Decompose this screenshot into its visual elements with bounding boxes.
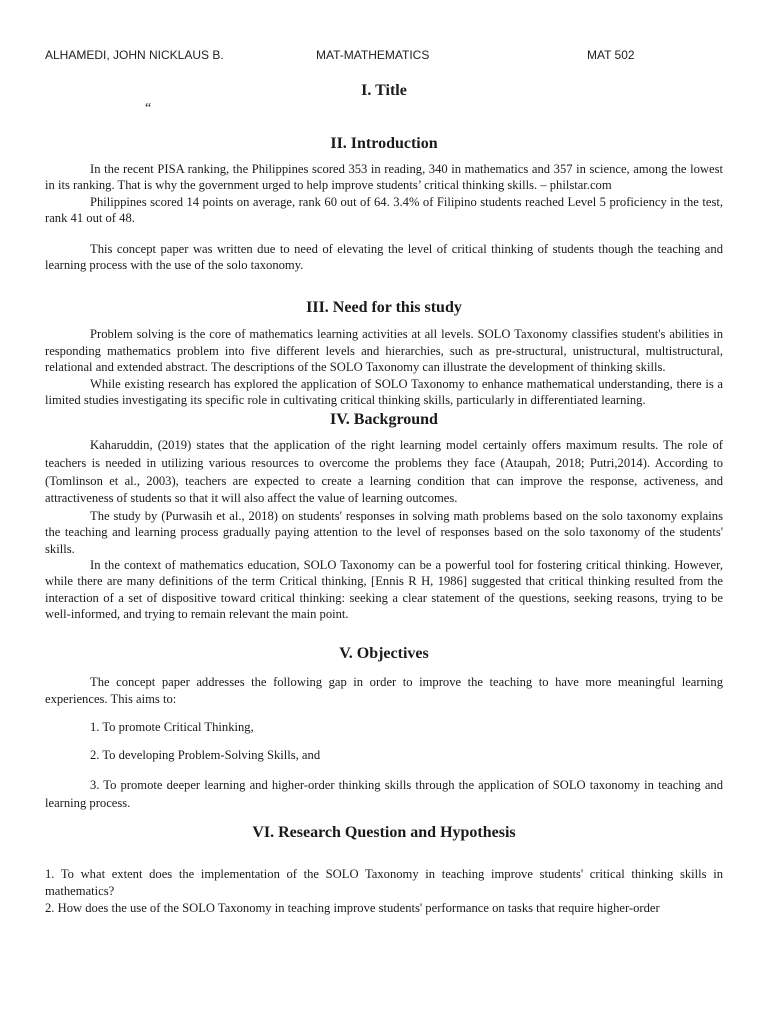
objectives-heading: V. Objectives bbox=[339, 644, 429, 662]
objectives-intro: The concept paper addresses the following gap in order to improve the teaching to have more meaningful learning experiences. This aims to: bbox=[45, 674, 723, 706]
introduction-paragraph-1: In the recent PISA ranking, the Philippines scored 353 in reading, 340 in mathematics and 357 in science, among the lowest in its ranking. That is why the government urged to help improve students’ critical thinking skills. – philstar.com bbox=[45, 162, 723, 193]
course-code: MAT 502 bbox=[587, 48, 635, 62]
subject-label: MAT-MATHEMATICS bbox=[316, 48, 430, 62]
objective-item: 1. To promote Critical Thinking, bbox=[90, 719, 254, 734]
author-name: ALHAMEDI, JOHN NICKLAUS B. bbox=[45, 48, 224, 62]
background-paragraph-3: In the context of mathematics education, SOLO Taxonomy can be a powerful tool for fostering critical thinking. However, while there are many definitions of the term Critical thinking, [Ennis R H, 1986] suggested that critical thinking resulted from the interaction of a set of dispositive toward critical thinking: seeking a clear statement of the questions, seeking reasons, trying to be well-informed, and trying to remain relevant the main point. bbox=[45, 558, 723, 622]
background-paragraph-1: Kaharuddin, (2019) states that the application of the right learning model certainly offers maximum results. The role of teachers is needed in utilizing various resources to overcome the problems they face (Ataupah, 2018; Putri,2014). According to (Tomlinson et al., 2003), teachers are expected to create a learning condition that can improve the response, activeness, and attractiveness of students so that it will also affect the value of learning outcomes. bbox=[45, 438, 723, 506]
objective-item: 3. To promote deeper learning and higher-order thinking skills through the application of SOLO taxonomy in teaching and learning process. bbox=[45, 777, 723, 810]
research-question: 1. To what extent does the implementation of the SOLO Taxonomy in teaching improve students' critical thinking skills in mathematics? bbox=[45, 866, 723, 898]
research-heading: VI. Research Question and Hypothesis bbox=[252, 823, 516, 841]
title-quote-mark: “ bbox=[145, 101, 152, 116]
objective-item: 2. To developing Problem-Solving Skills, and bbox=[90, 748, 321, 763]
page-header bbox=[45, 48, 723, 64]
introduction-paragraph-3: This concept paper was written due to need of elevating the level of critical thinking of students though the teaching and learning process with the use of the solo taxonomy. bbox=[45, 241, 723, 273]
document-body bbox=[45, 80, 723, 917]
need-paragraph-2: While existing research has explored the application of SOLO Taxonomy to enhance mathematical understanding, there is a limited studies investigating its specific role in cultivating critical thinking skills, particularly in differentiated learning. bbox=[45, 376, 723, 408]
research-question: 2. How does the use of the SOLO Taxonomy in teaching improve students' performance on tasks that require higher-order bbox=[45, 900, 660, 915]
need-paragraph-1: Problem solving is the core of mathematics learning activities at all levels. SOLO Taxonomy classifies student's abilities in responding mathematics problem into five different levels and hierarchies, such as pre-structural, unistructural, multistructural, relational and extended abstract. The descriptions of the SOLO Taxonomy can illustrate the development of thinking skills. bbox=[45, 327, 723, 375]
background-heading: IV. Background bbox=[330, 411, 438, 429]
background-paragraph-2: The study by (Purwasih et al., 2018) on students' responses in solving math problems based on the solo taxonomy explains the teaching and learning process gradually paying attention to the level of responses based on the solo taxonomy of the students' skills. bbox=[45, 508, 723, 556]
need-heading: III. Need for this study bbox=[306, 299, 462, 317]
section-title-heading: I. Title bbox=[361, 82, 407, 99]
introduction-paragraph-2: Philippines scored 14 points on average, rank 60 out of 64. 3.4% of Filipino students reached Level 5 proficiency in the test, rank 41 out of 48. bbox=[45, 194, 723, 226]
introduction-heading: II. Introduction bbox=[330, 135, 438, 152]
